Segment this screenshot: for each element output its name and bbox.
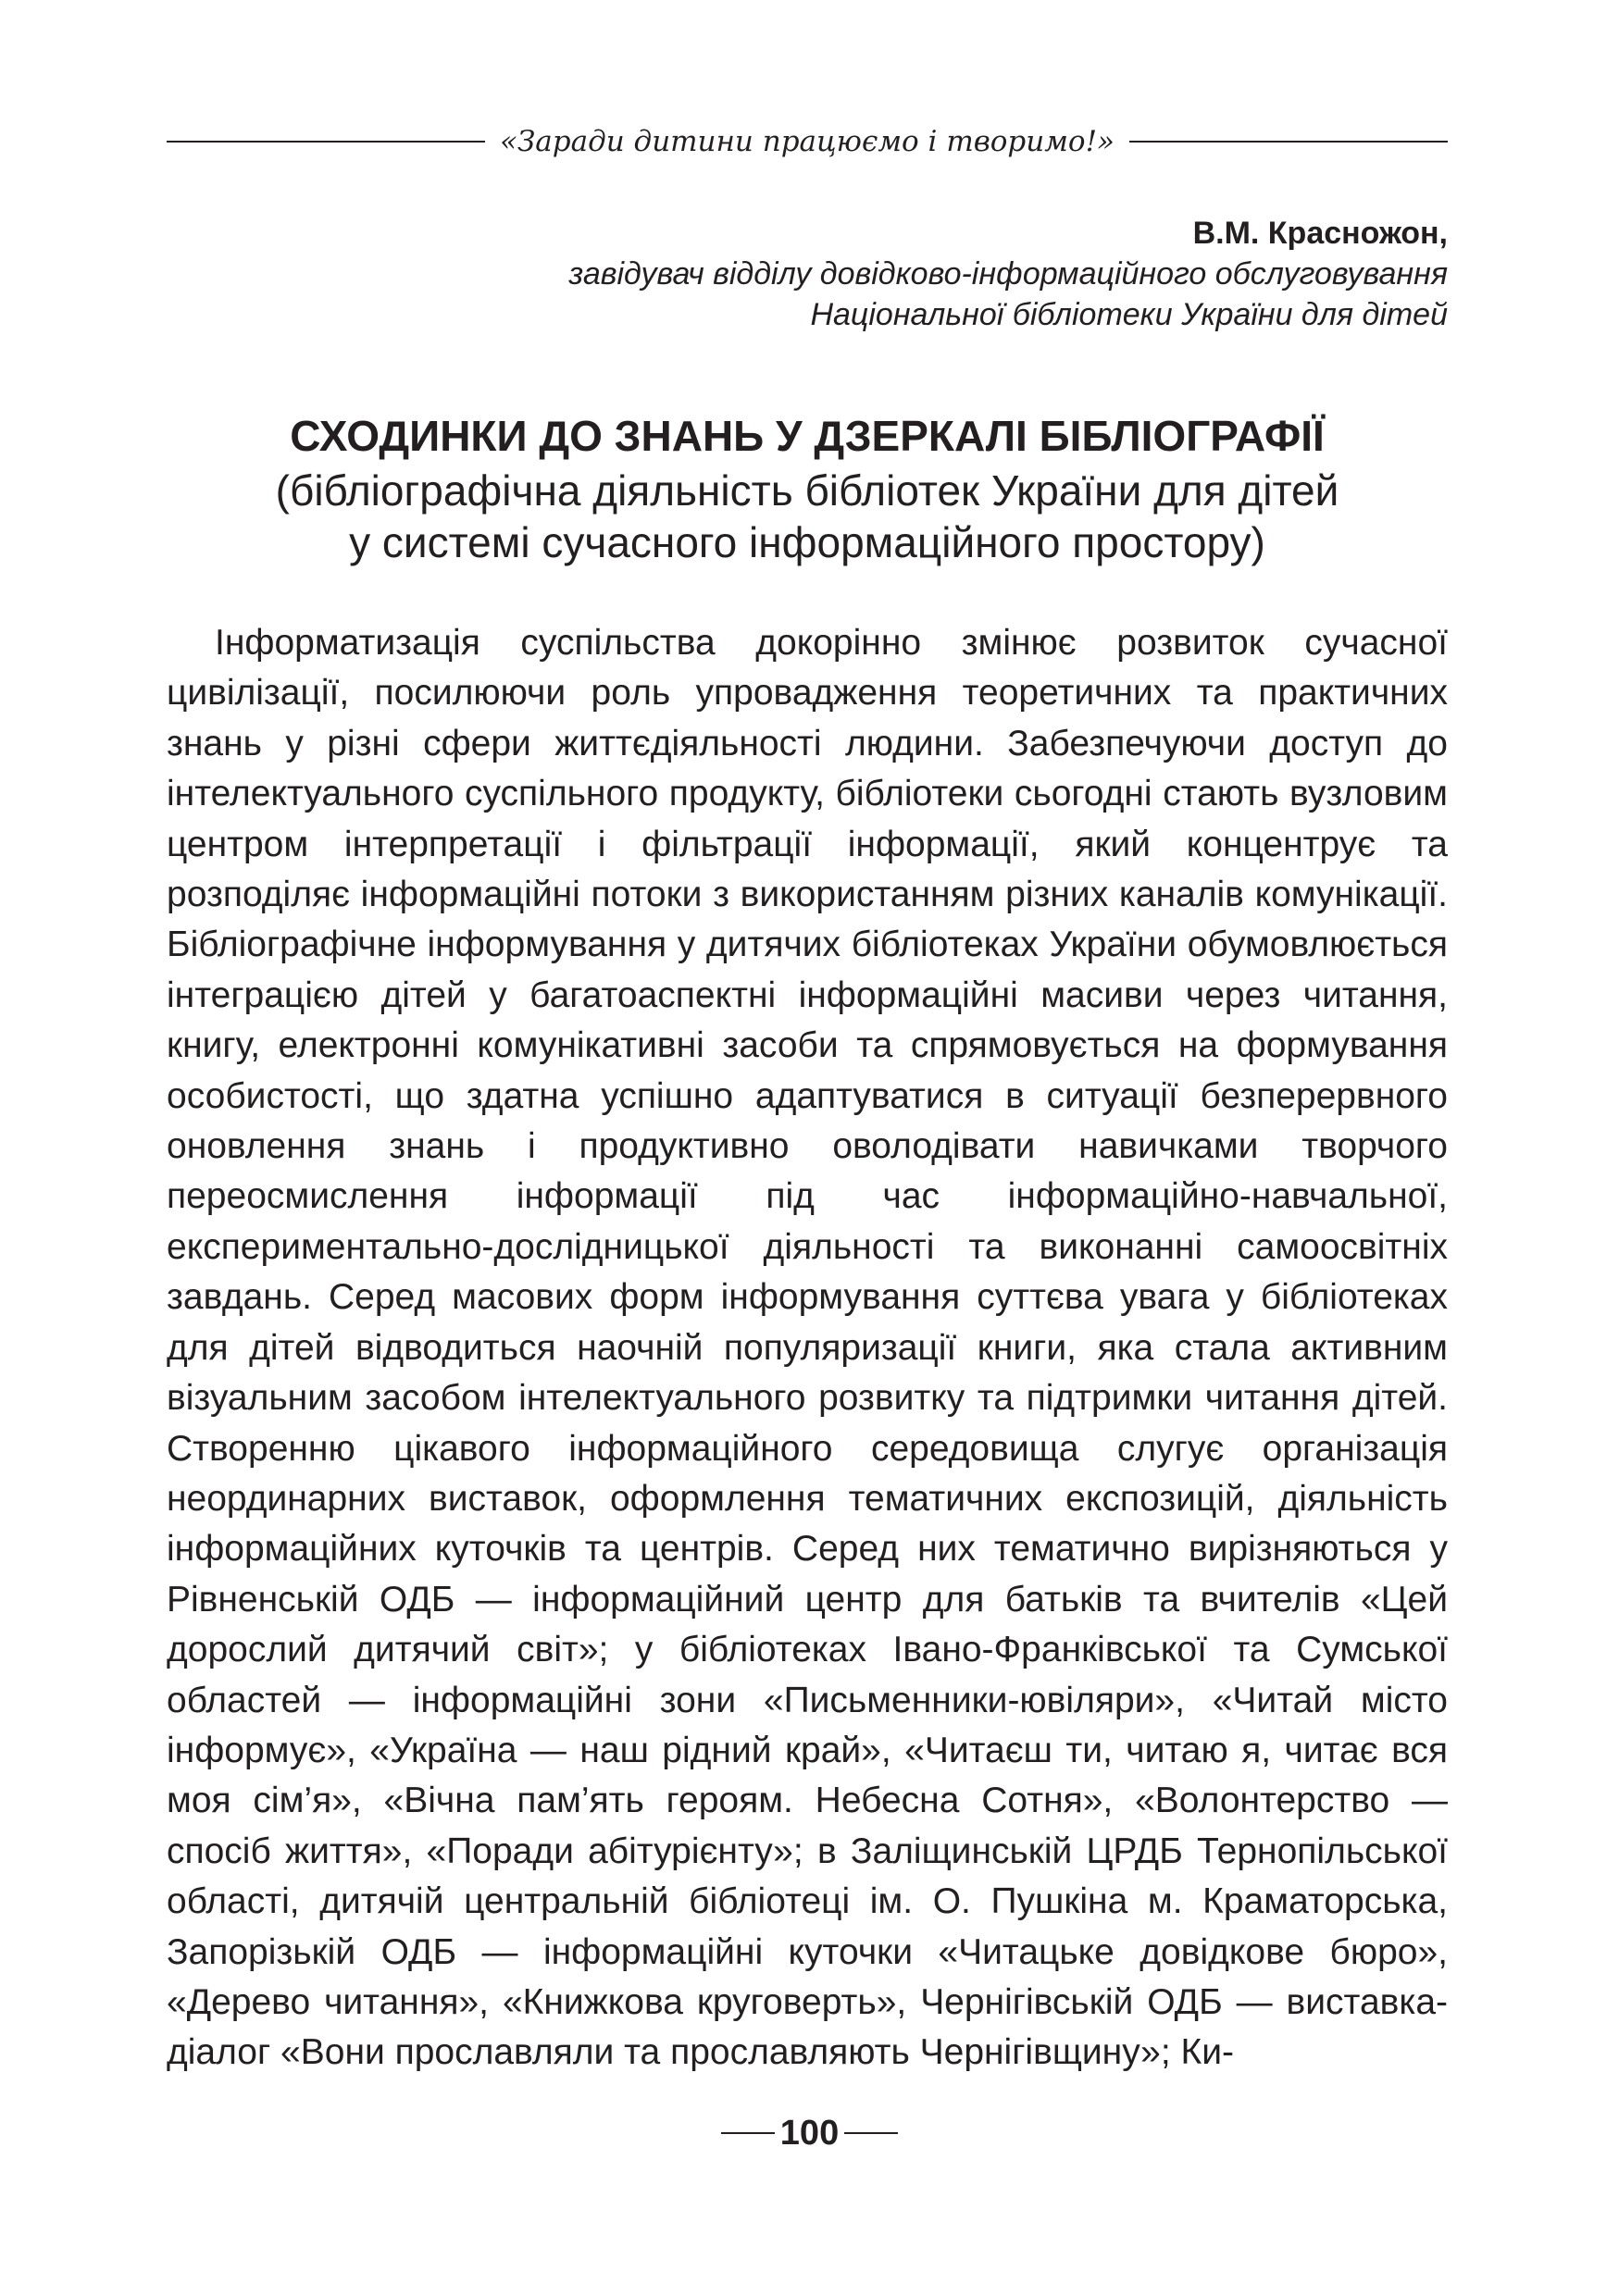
article-body: Інформатизація суспільства докорінно змінює розвиток сучасної цивілізації, посилюючи роль упровадження теоретичних та практичних знань у різні сфери життєдіяльності людини. Забезпечуючи доступ до інтелектуального суспільного продукту, бібліотеки сьогодні стають вузловим центром інтерпретації і фільтрації інформації, який концентрує та розподіляє інформаційні потоки з використанням різних каналів комунікації. Бібліографічне інформування у дитячих бібліотеках України обумовлюється інтеграцією дітей у багатоаспектні інформаційні масиви через читання, книгу, електронні комунікативні засоби та спрямовується на формування особистості, що здатна успішно адаптуватися в ситуації безперервного оновлення знань і продуктивно оволодівати навичками творчого переосмислення інформації під час інформаційно-навчальної, експериментально-дослідницької діяльності та виконанні самоосвітніх завдань. Серед масових форм інформування суттєва увага у бібліотеках для дітей відводиться наочній популяризації книги, яка стала активним візуальним засобом інтелектуального розвитку та підтримки читання дітей. Створенню цікавого інформаційного середовища слугує організація неординарних виставок, оформлення тематичних експозицій, діяльність інформаційних куточків та центрів. Серед них тематично вирізняються у Рівненській ОДБ — інформаційний центр для батьків та вчителів «Цей дорослий дитячий світ»; у бібліотеках Івано-Франківської та Сумської областей — інформаційні зони «Письменники-ювіляри», «Читай місто інформує», «Україна — наш рідний край», «Читаєш ти, читаю я, читає вся моя сім’я», «Вічна пам’ять героям. Небесна Сотня», «Волонтерство — спосіб життя», «Поради абітурієнту»; в Заліщинській ЦРДБ Тернопільської області, дитячій центральній бібліотеці ім. О. Пушкіна м. Краматорська, Запорізькій ОДБ — інформаційні куточки «Читацьке довідкове бюро», «Дерево читання», «Книжкова круговерть», Чернігівській ОДБ — виставка-діалог «Вони прославляли та прославляють Чернігівщину»; Ки-	[167, 623, 1448, 2073]
page-number-rule-left	[721, 2132, 775, 2134]
article-heading	[167, 407, 1448, 568]
header-motto: «Заради дитини працюємо і творимо!»	[499, 125, 1115, 158]
page-number-rule-right	[844, 2132, 898, 2134]
article-subtitle-line1: (бібліографічна діяльність бібліотек України для дітей	[275, 466, 1339, 515]
author-name: В.М. Красножон,	[1192, 216, 1448, 251]
header-motto-row	[167, 118, 1448, 165]
author-block	[568, 213, 1448, 335]
header-rule-right	[1129, 141, 1448, 143]
author-position-line2: Національної бібліотеки України для дітей	[810, 297, 1448, 332]
page-number-row	[0, 2105, 1619, 2161]
header-rule-left	[167, 141, 485, 143]
page-number: 100	[779, 2113, 840, 2153]
article-title: СХОДИНКИ ДО ЗНАНЬ У ДЗЕРКАЛІ БІБЛІОГРАФІЇ	[290, 412, 1325, 460]
author-position-line1: завідувач відділу довідково-інформаційного обслуговування	[568, 256, 1448, 292]
article-subtitle-line2: у системі сучасного інформаційного простору)	[349, 518, 1265, 566]
